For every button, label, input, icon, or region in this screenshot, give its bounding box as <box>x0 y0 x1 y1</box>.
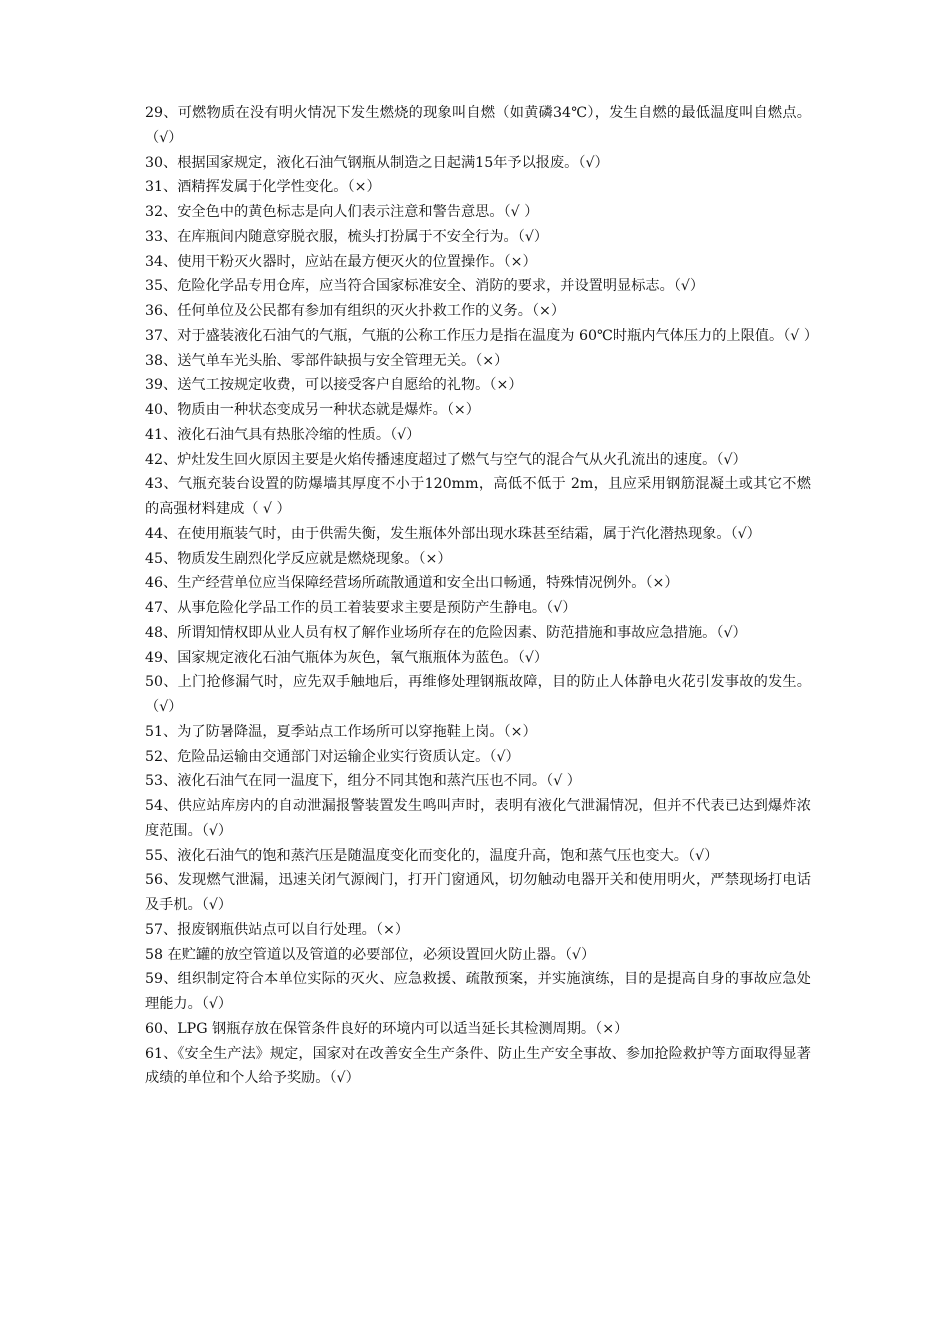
item-31: 31、酒精挥发属于化学性变化。（×） <box>145 179 381 196</box>
item-49: 49、国家规定液化石油气瓶体为灰色，氧气瓶瓶体为蓝色。（√） <box>145 649 549 666</box>
item-35: 35、危险化学品专用仓库，应当符合国家标准安全、消防的要求，并设置明显标志。（√） <box>145 278 705 295</box>
item-40: 40、物质由一种状态变成另一种状态就是爆炸。（×） <box>145 402 480 418</box>
item-33: 33、在库瓶间内随意穿脱衣服，梳头打扮属于不安全行为。（√） <box>145 228 549 245</box>
item-37: 37、对于盛装液化石油气的气瓶，气瓶的公称工作压力是指在温度为 60℃时瓶内气体压力的上限值。（√ ） <box>145 327 819 344</box>
item-52: 52、危险品运输由交通部门对运输企业实行资质认定。（√） <box>145 748 520 765</box>
item-54: 54、供应站库房内的自动泄漏报警装置发生鸣叫声时，表明有液化气泄漏情况，但并不代表已达到爆炸浓度范围。（√） <box>145 798 811 839</box>
item-41: 41、液化石油气具有热胀冷缩的性质。（√） <box>145 426 421 443</box>
item-44: 44、在使用瓶装气时，由于供需失衡，发生瓶体外部出现水珠甚至结霜，属于汽化潜热现象。（√） <box>145 525 761 542</box>
question-list <box>145 101 819 1091</box>
item-58: 58 在贮罐的放空管道以及管道的必要部位，必须设置回火防止器。（√） <box>145 946 596 963</box>
item-48: 48、所谓知情权即从业人员有权了解作业场所存在的危险因素、防范措施和事故应急措施。（√） <box>145 624 747 641</box>
item-32: 32、安全色中的黄色标志是向人们表示注意和警告意思。（√ ） <box>145 204 539 220</box>
item-47: 47、从事危险化学品工作的员工着装要求主要是预防产生静电。（√） <box>145 600 577 616</box>
item-51: 51、为了防暑降温，夏季站点工作场所可以穿拖鞋上岗。（×） <box>145 723 537 740</box>
item-30: 30、根据国家规定，液化石油气钢瓶从制造之日起满15年予以报废。（√） <box>145 154 609 171</box>
item-43: 43、气瓶充装台设置的防爆墙其厚度不小于120mm，高低不低于 2m，且应采用钢筋混凝土或其它不燃的高强材料建成（ √ ） <box>145 476 811 517</box>
item-50: 50、上门抢修漏气时，应先双手触地后，再维修处理钢瓶故障，目的防止人体静电火花引发事故的发生。（√） <box>145 674 811 715</box>
item-36: 36、任何单位及公民都有参加有组织的灭火扑救工作的义务。（×） <box>145 303 566 319</box>
item-42: 42、炉灶发生回火原因主要是火焰传播速度超过了燃气与空气的混合气从火孔流出的速度。（√） <box>145 451 747 468</box>
item-38: 38、送气单车光头胎、零部件缺损与安全管理无关。（×） <box>145 352 509 369</box>
item-39: 39、送气工按规定收费，可以接受客户自愿给的礼物。（×） <box>145 377 523 394</box>
item-53: 53、液化石油气在同一温度下，组分不同其饱和蒸汽压也不同。（√ ） <box>145 773 581 790</box>
item-46: 46、生产经营单位应当保障经营场所疏散通道和安全出口畅通，特殊情况例外。（×） <box>145 575 679 592</box>
item-29: 29、可燃物质在没有明火情况下发生燃烧的现象叫自燃（如黄磷34℃），发生自燃的最低温度叫自燃点。（√） <box>145 105 811 146</box>
item-55: 55、液化石油气的饱和蒸汽压是随温度变化而变化的，温度升高，饱和蒸气压也变大。（√） <box>145 847 719 864</box>
item-59: 59、组织制定符合本单位实际的灭火、应急救援、疏散预案，并实施演练，目的是提高自身的事故应急处理能力。（√） <box>145 971 811 1012</box>
item-34: 34、使用干粉灭火器时，应站在最方便灭火的位置操作。（×） <box>145 253 537 270</box>
item-45: 45、物质发生剧烈化学反应就是燃烧现象。（×） <box>145 550 452 567</box>
item-57: 57、报废钢瓶供站点可以自行处理。（×） <box>145 921 410 938</box>
item-61: 61、《安全生产法》规定，国家对在改善安全生产条件、防止生产安全事故、参加抢险救护等方面取得显著成绩的单位和个人给予奖励。（√） <box>145 1045 811 1087</box>
item-56: 56、发现燃气泄漏，迅速关闭气源阀门，打开门窗通风，切勿触动电器开关和使用明火，严禁现场打电话及手机。（√） <box>145 872 811 913</box>
item-60: 60、LPG 钢瓶存放在保管条件良好的环境内可以适当延长其检测周期。（×） <box>145 1020 629 1037</box>
